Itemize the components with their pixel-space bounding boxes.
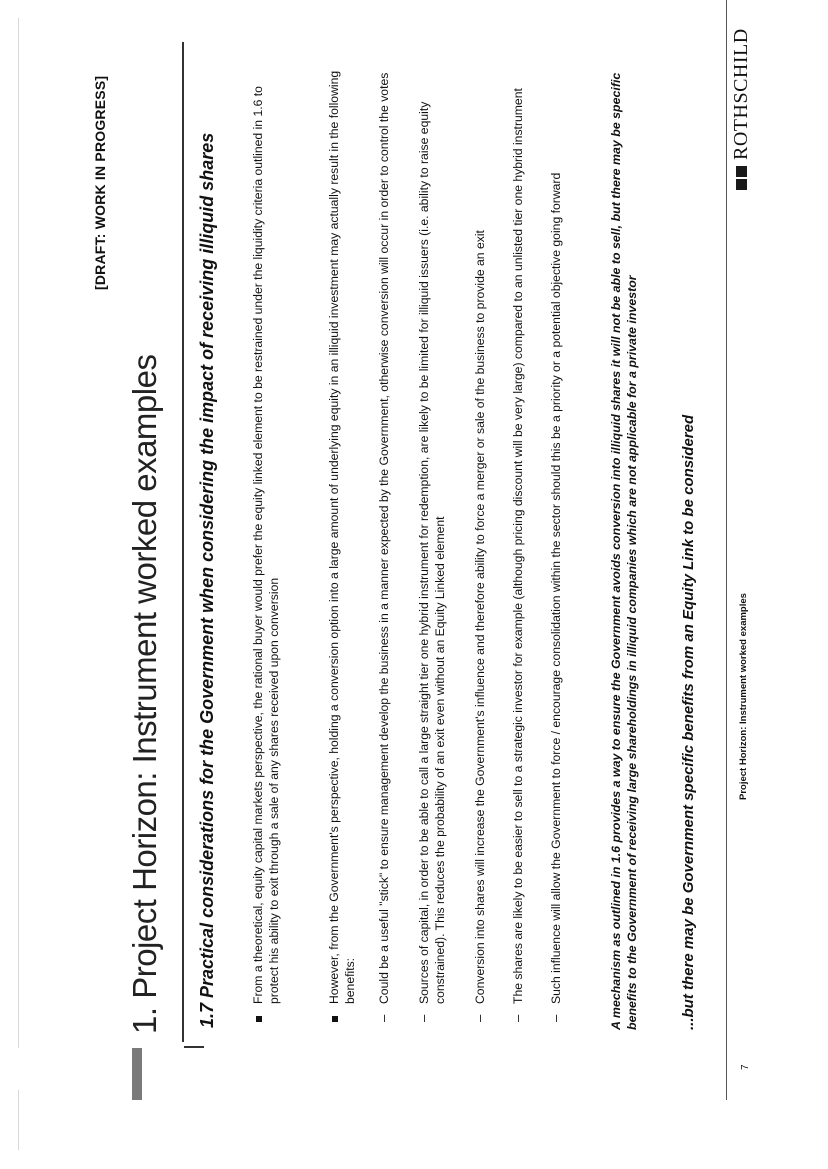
rothschild-logo	[730, 28, 753, 190]
dash-marker: –	[510, 1014, 525, 1022]
dash-marker: –	[472, 1014, 487, 1022]
sub-item-text: Such influence will allow the Government to force / encourage consolidation within the sector should this be a priority or a potential objective going forward	[549, 172, 563, 1004]
bullet-item	[250, 62, 282, 1022]
draft-label: [DRAFT: WORK IN PROGRESS]	[92, 75, 108, 290]
bullet-text: However, from the Government's perspective, holding a conversion option into a large amount of underlying equity in an illiquid investment may actually result in the following benefits:	[327, 70, 357, 1004]
page-title: 1. Project Horizon: Instrument worked examples	[126, 354, 163, 1034]
square-bullet-icon	[256, 1016, 262, 1022]
sub-item-text: The shares are likely to be easier to sell to a strategic investor for example (although pricing discount will be very large) compared to an unlisted tier one hybrid instrument	[511, 88, 525, 1004]
sub-item	[510, 62, 526, 1022]
footer-text: Project Horizon: Instrument worked examples	[738, 593, 749, 800]
dash-marker: –	[548, 1014, 563, 1022]
square-bullet-icon	[332, 1016, 338, 1022]
logo-text: ROTHSCHILD	[730, 28, 752, 160]
scan-edge-line	[18, 18, 19, 1048]
section-heading: 1.7 Practical considerations for the Government when considering the impact of receiving illiquid shares	[197, 132, 217, 1028]
rotated-slide	[90, 0, 800, 1100]
sub-item	[416, 62, 448, 1022]
page-number: 7	[740, 1064, 751, 1070]
sub-item-text: Sources of capital, in order to be able to call a large straight tier one hybrid instrument for redemption, are likely to be limited for illiquid issuers (i.e. ability to raise equity constrained). This reduces the probability of an exit even without an Equity Linked element	[417, 101, 447, 1004]
sub-item	[548, 62, 564, 1022]
sub-item-text: Conversion into shares will increase the Government's influence and therefore ability to force a merger or sale of the business to provide an exit	[473, 230, 487, 1004]
bullet-text: From a theoretical, equity capital markets perspective, the rational buyer would prefer the equity linked element to be restrained under the liquidity criteria outlined in 1.6 to protect his ability to exit through a sale of any shares received upon conversion	[251, 86, 281, 1004]
footer-rule	[726, 0, 727, 1100]
scan-edge-line	[18, 1090, 19, 1150]
dash-marker: –	[416, 1014, 431, 1022]
title-vertical-rule	[184, 1046, 204, 1048]
bullet-item	[326, 62, 358, 1022]
title-underline	[182, 42, 184, 1042]
sub-item-text: Could be a useful "stick" to ensure management develop the business in a manner expected by the Government, otherwise conversion will occur in order to control the votes	[377, 72, 391, 1004]
conclusion-text: A mechanism as outlined in 1.6 provides a way to ensure the Government avoids conversion into illiquid shares it will not be able to sell, but there may be specific benefits to the Government of receiving large shareholdings in illiquid companies which are not applicable for a private investor	[609, 72, 639, 1030]
conclusion-summary: ...but there may be Government specific benefits from an Equity Link to be considered	[680, 414, 697, 1030]
logo-squares-icon	[736, 166, 747, 190]
sub-item	[472, 62, 488, 1022]
sub-item	[376, 62, 392, 1022]
title-accent-bar	[132, 1048, 142, 1100]
dash-marker: –	[376, 1014, 391, 1022]
